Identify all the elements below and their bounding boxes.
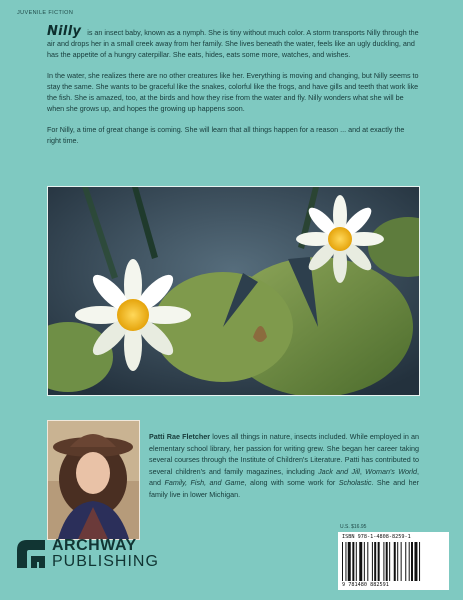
price-label: U.S. $16.95 <box>340 524 367 530</box>
barcode-bar <box>389 542 390 581</box>
book-title-word: Nilly <box>47 24 82 39</box>
bio-text-3: , and <box>149 466 419 487</box>
barcode-bar <box>394 542 396 581</box>
barcode-bar <box>356 542 357 581</box>
water-lily-photo <box>47 186 420 396</box>
author-portrait <box>48 421 139 539</box>
barcode-bar <box>342 542 343 581</box>
magazine-2: Woman's World <box>365 466 417 476</box>
barcode-bars <box>342 542 445 581</box>
barcode-bar <box>348 542 351 581</box>
bio-text-4: , along with some work for <box>244 478 339 487</box>
barcode-bar <box>419 542 420 581</box>
barcode-bar <box>345 542 346 581</box>
barcode-bar <box>401 542 402 581</box>
archway-logo-icon <box>17 540 45 568</box>
blurb-paragraph-1-text: is an insect baby, known as a nymph. She is tiny without much color. A storm transports Nilly through the air and drops her in a small creek away from her family. She lives beneath the water, feels like an ugly duckling, and has the appetite of a hungry caterpillar. She eats, hides, eats some more, watches, and wishes. <box>47 28 419 59</box>
barcode-bar <box>364 542 365 581</box>
barcode-bar <box>409 542 410 581</box>
back-cover-blurb <box>47 26 419 156</box>
magazine-1: Jack and Jill <box>318 466 360 476</box>
author-photo <box>47 420 140 540</box>
isbn-barcode <box>338 532 449 590</box>
author-name: Patti Rae Fletcher <box>149 432 211 441</box>
publisher-name-line-2: PUBLISHING <box>52 553 159 570</box>
magazine-4: Scholastic <box>338 478 372 487</box>
genre-label: JUVENILE FICTION <box>17 10 74 16</box>
barcode-bar <box>414 542 417 581</box>
blurb-paragraph-1 <box>47 26 419 60</box>
publisher-name-line-1: ARCHWAY <box>52 537 137 554</box>
bio-text-5: . She and her family live in lower Michigan. <box>149 478 419 499</box>
bio-text-1: loves all things in nature, insects included. While employed in an elementary school library, her passion for writing grew. She began her career taking several courses through the Institute of Children's Literature. Patti has contributed to several children's and family magazines, including <box>149 432 420 476</box>
water-lily-illustration <box>48 187 419 395</box>
magazine-3: Family, Fish, and Game <box>164 478 245 487</box>
barcode-bar <box>352 542 354 581</box>
barcode-bar <box>386 542 388 581</box>
barcode-bar <box>397 542 398 581</box>
isbn-number: ISBN 978-1-4808-8259-1 <box>342 534 411 540</box>
barcode-bar <box>411 542 413 581</box>
barcode-bar <box>378 542 380 581</box>
barcode-bar <box>367 542 368 581</box>
barcode-bar <box>374 542 376 581</box>
blurb-paragraph-3: For Nilly, a time of great change is coming. She will learn that all things happen for a reason ... and at exactly the right time. <box>47 125 405 145</box>
barcode-bar <box>383 542 384 581</box>
bio-text-2: , <box>359 466 366 476</box>
barcode-bar <box>405 542 406 581</box>
barcode-bar <box>359 542 362 581</box>
barcode-digits: 9 781480 882591 <box>342 582 389 588</box>
barcode-bar <box>372 542 373 581</box>
blurb-paragraph-2: In the water, she realizes there are no other creatures like her. Everything is moving and changing, but Nilly seems to stay the same. She wants to be graceful like the snakes, colorful like the frogs, and have gills and teeth that work like the fish. She is amazed, too, at the birds and how they rise from the water and fly. Nilly wonders what she will be when she grows up, and hopes the growing up happens soon. <box>47 71 419 113</box>
author-bio <box>149 431 419 500</box>
publisher-logo <box>17 538 159 570</box>
